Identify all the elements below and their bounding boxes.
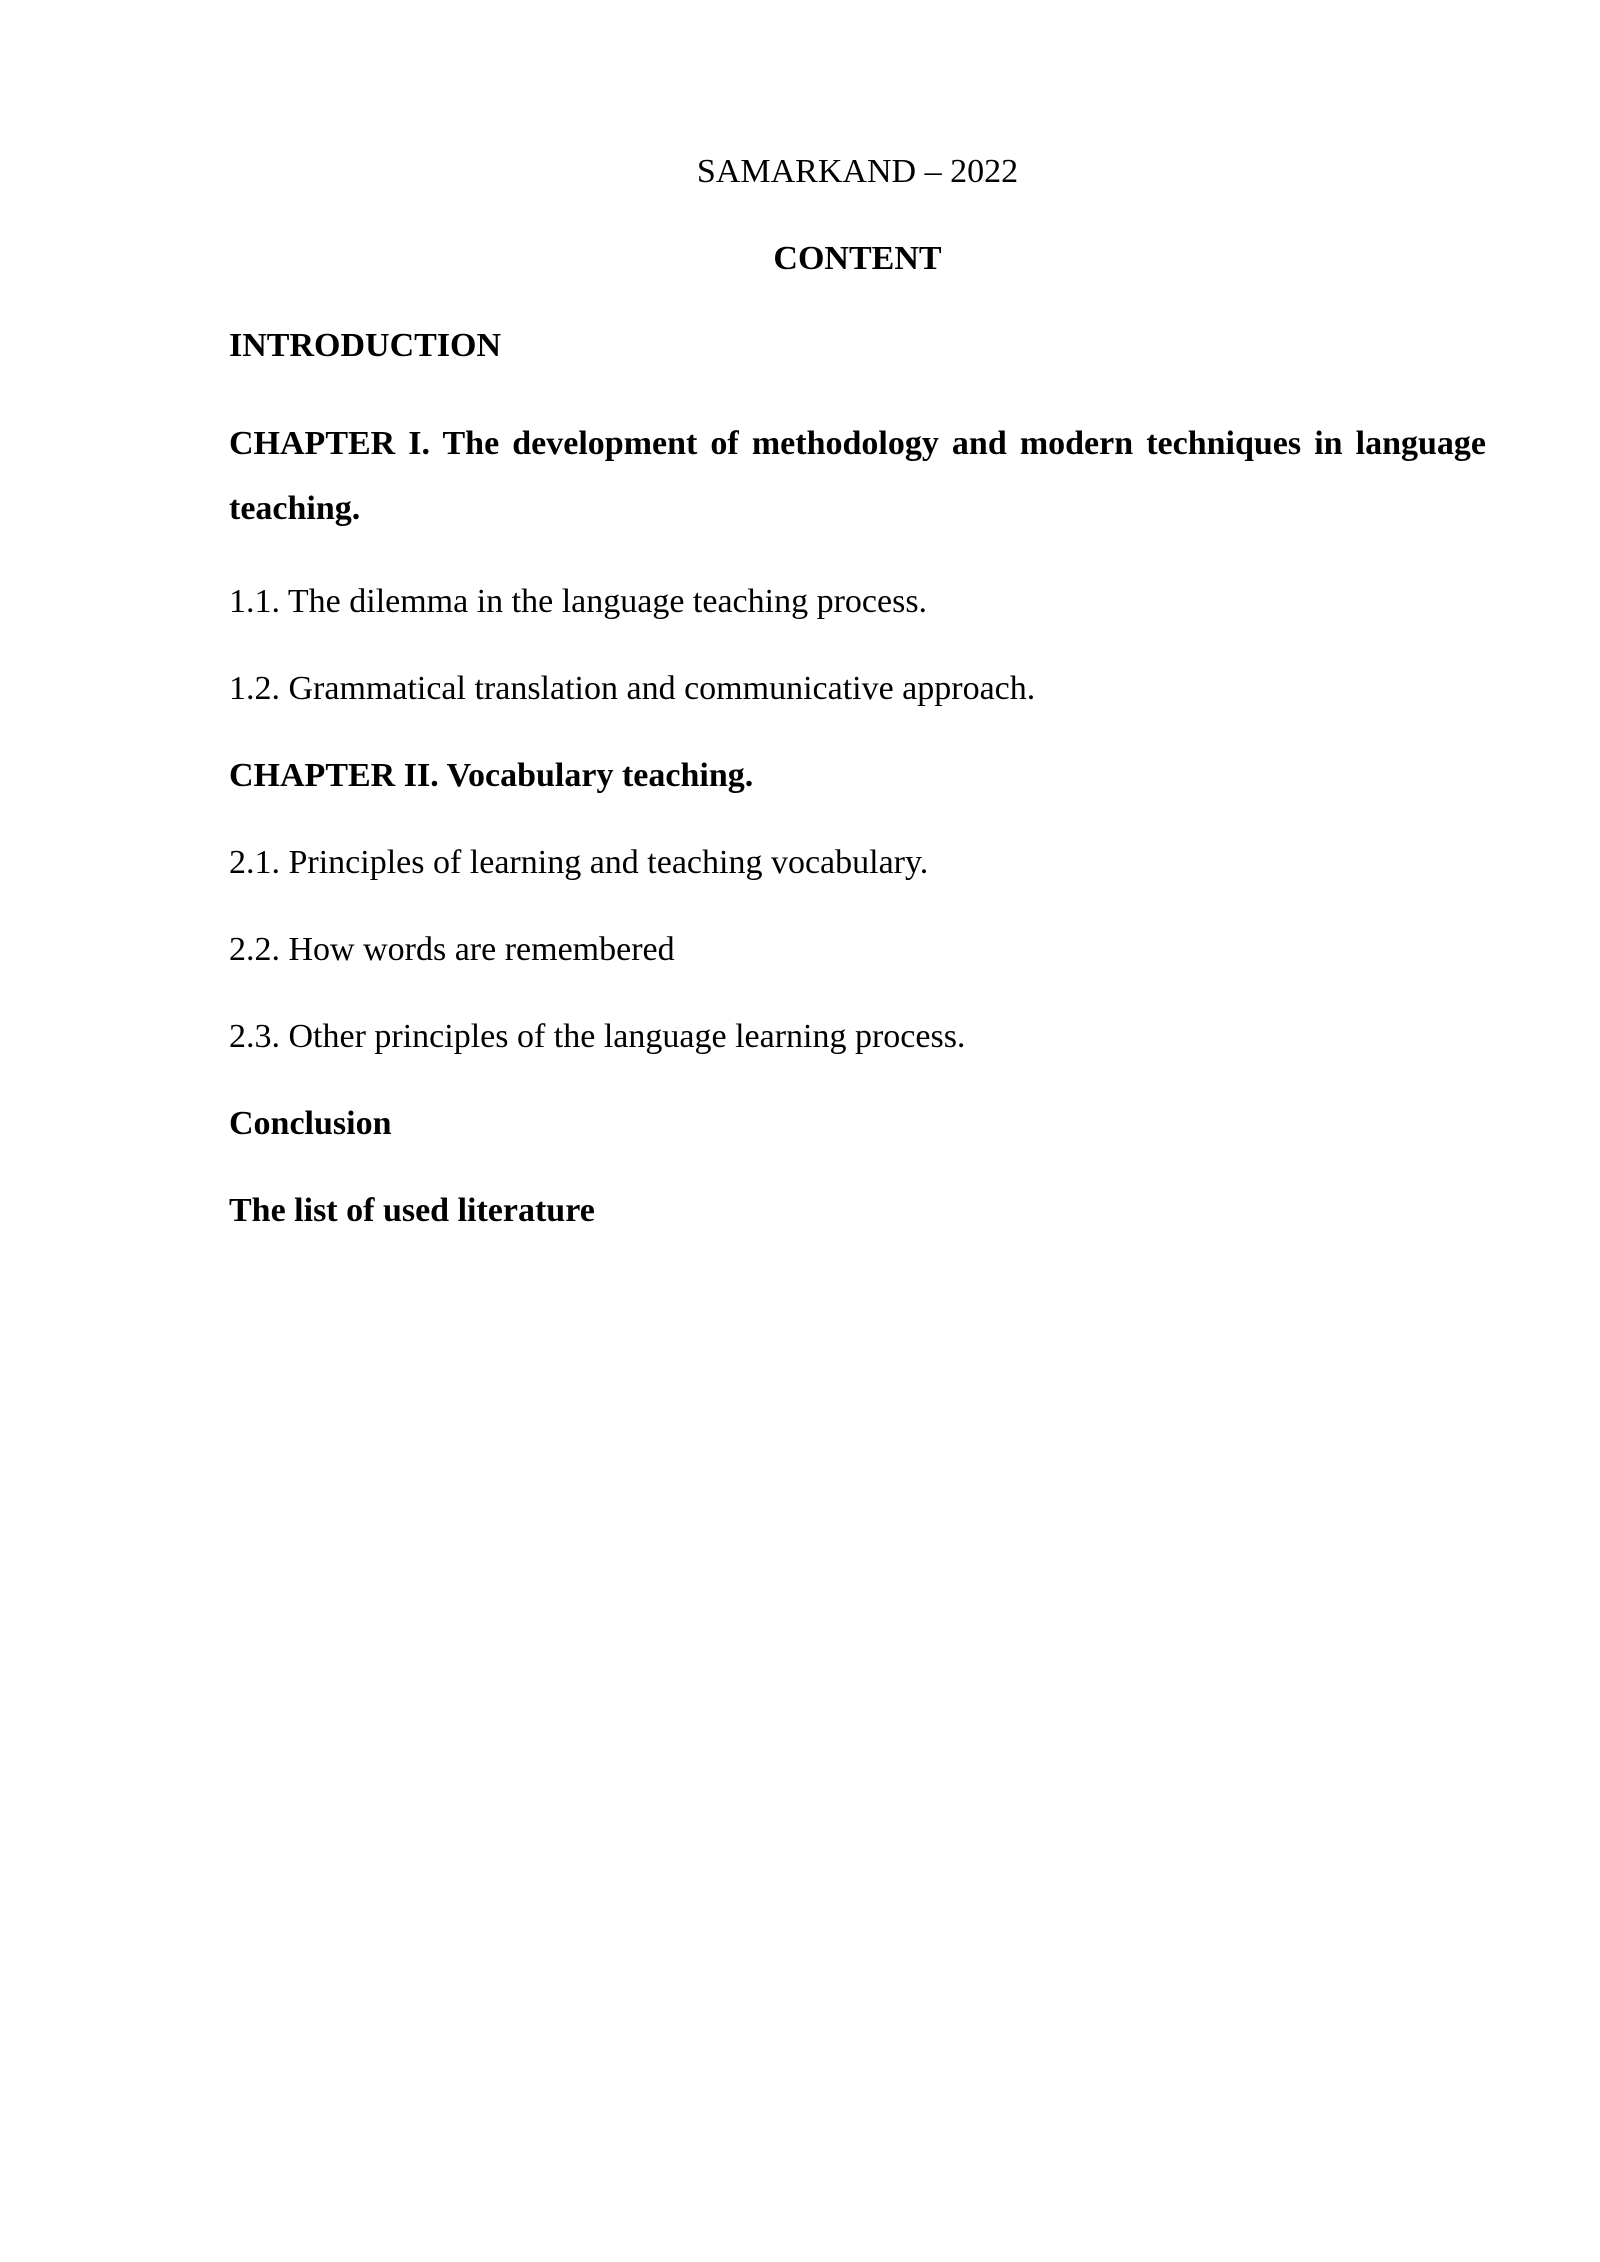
toc-entry-1-1: 1.1. The dilemma in the language teaching process. [229, 583, 928, 620]
toc-entry-introduction: INTRODUCTION [229, 327, 502, 364]
city-year-header: SAMARKAND – 2022 [696, 153, 1019, 190]
toc-entry-chapter-1: CHAPTER I. The development of methodology and modern techniques in language teaching. [229, 425, 1486, 527]
toc-entry-2-2: 2.2. How words are remembered [229, 931, 675, 968]
contents-heading: CONTENT [773, 240, 942, 277]
toc-entry-conclusion: Conclusion [229, 1105, 392, 1142]
toc-entry-chapter-2: CHAPTER II. Vocabulary teaching. [229, 757, 754, 794]
table-of-contents [229, 150, 1486, 1232]
toc-entry-2-1: 2.1. Principles of learning and teaching vocabulary. [229, 844, 929, 881]
toc-entry-2-3: 2.3. Other principles of the language learning process. [229, 1018, 966, 1055]
toc-entry-1-2: 1.2. Grammatical translation and communicative approach. [229, 670, 1036, 707]
toc-entry-literature: The list of used literature [229, 1192, 595, 1229]
